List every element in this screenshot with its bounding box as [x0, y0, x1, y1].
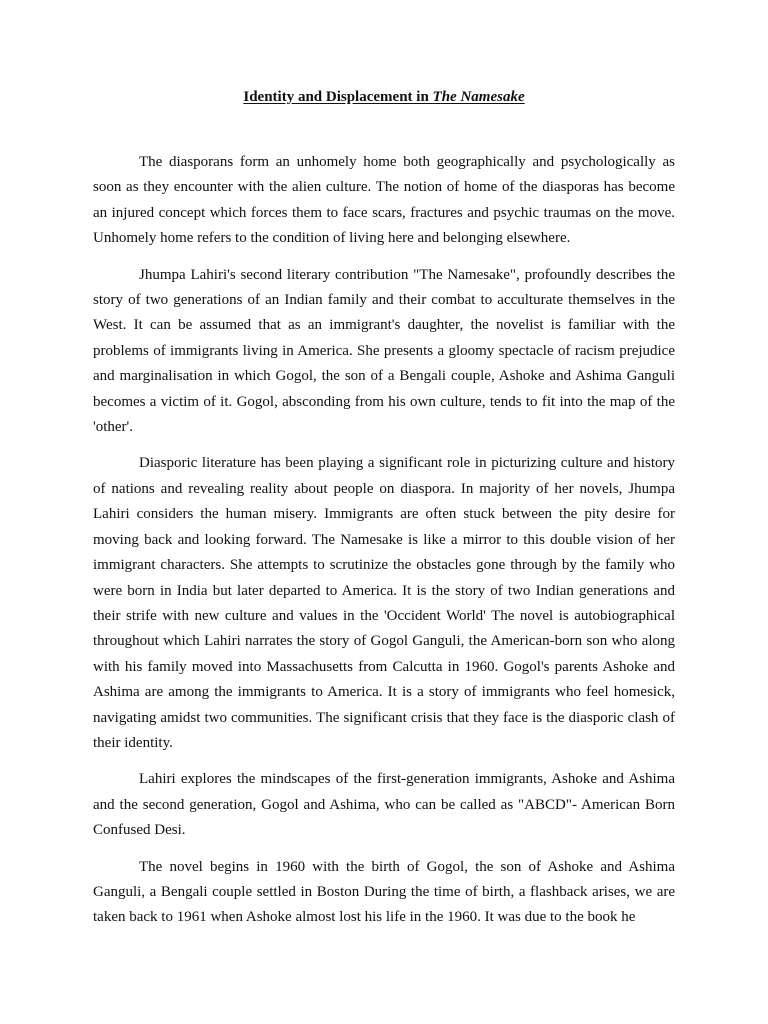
paragraph-3: Diasporic literature has been playing a significant role in picturizing culture and history of nations and revealing reality about people on diaspora. In majority of her novels, Jhumpa Lahiri considers the human misery. Immigrants are often stuck between the pity desire for moving back and looking forward. The Namesake is like a mirror to this double vision of her immigrant characters. She attempts to scrutinize the obstacles gone through by the family who were born in India but later departed to America. It is the story of two Indian generations and their strife with new culture and values in the 'Occident World' The novel is autobiographical throughout which Lahiri narrates the story of Gogol Ganguli, the American-born son who along with his family moved into Massachusetts from Calcutta in 1960. Gogol's parents Ashoke and Ashima are among the immigrants to America. It is a story of immigrants who feel homesick, navigating amidst two communities. The significant crisis that they face is the diasporic clash of their identity.	[93, 455, 675, 751]
paragraph-5: The novel begins in 1960 with the birth of Gogol, the son of Ashoke and Ashima Ganguli, a Bengali couple settled in Boston During the time of birth, a flashback arises, we are taken back to 1961 when Ashoke almost lost his life in the 1960. It was due to the book he	[93, 858, 675, 926]
paragraph-2: Jhumpa Lahiri's second literary contribution "The Namesake", profoundly describes the story of two generations of an Indian family and their combat to acculturate themselves in the West. It can be assumed that as an immigrant's daughter, the novelist is familiar with the problems of immigrants living in America. She presents a gloomy spectacle of racism prejudice and marginalisation in which Gogol, the son of a Bengali couple, Ashoke and Ashima Ganguli becomes a victim of it. Gogol, absconding from his own culture, tends to fit into the map of the 'other'.	[93, 266, 675, 436]
document-title	[93, 84, 675, 110]
document-page	[93, 84, 675, 931]
paragraph-4: Lahiri explores the mindscapes of the first-generation immigrants, Ashoke and Ashima and the second generation, Gogol and Ashima, who can be called as "ABCD"- American Born Confused Desi.	[93, 771, 675, 839]
title-text: Identity and Displacement in	[243, 89, 433, 105]
paragraph-1: The diasporans form an unhomely home both geographically and psychologically as soon as they encounter with the alien culture. The notion of home of the diasporas has become an injured concept which forces them to face scars, fractures and psychic traumas on the move. Unhomely home refers to the condition of living here and belonging elsewhere.	[93, 154, 675, 247]
title-italic-text: The Namesake	[432, 89, 525, 105]
